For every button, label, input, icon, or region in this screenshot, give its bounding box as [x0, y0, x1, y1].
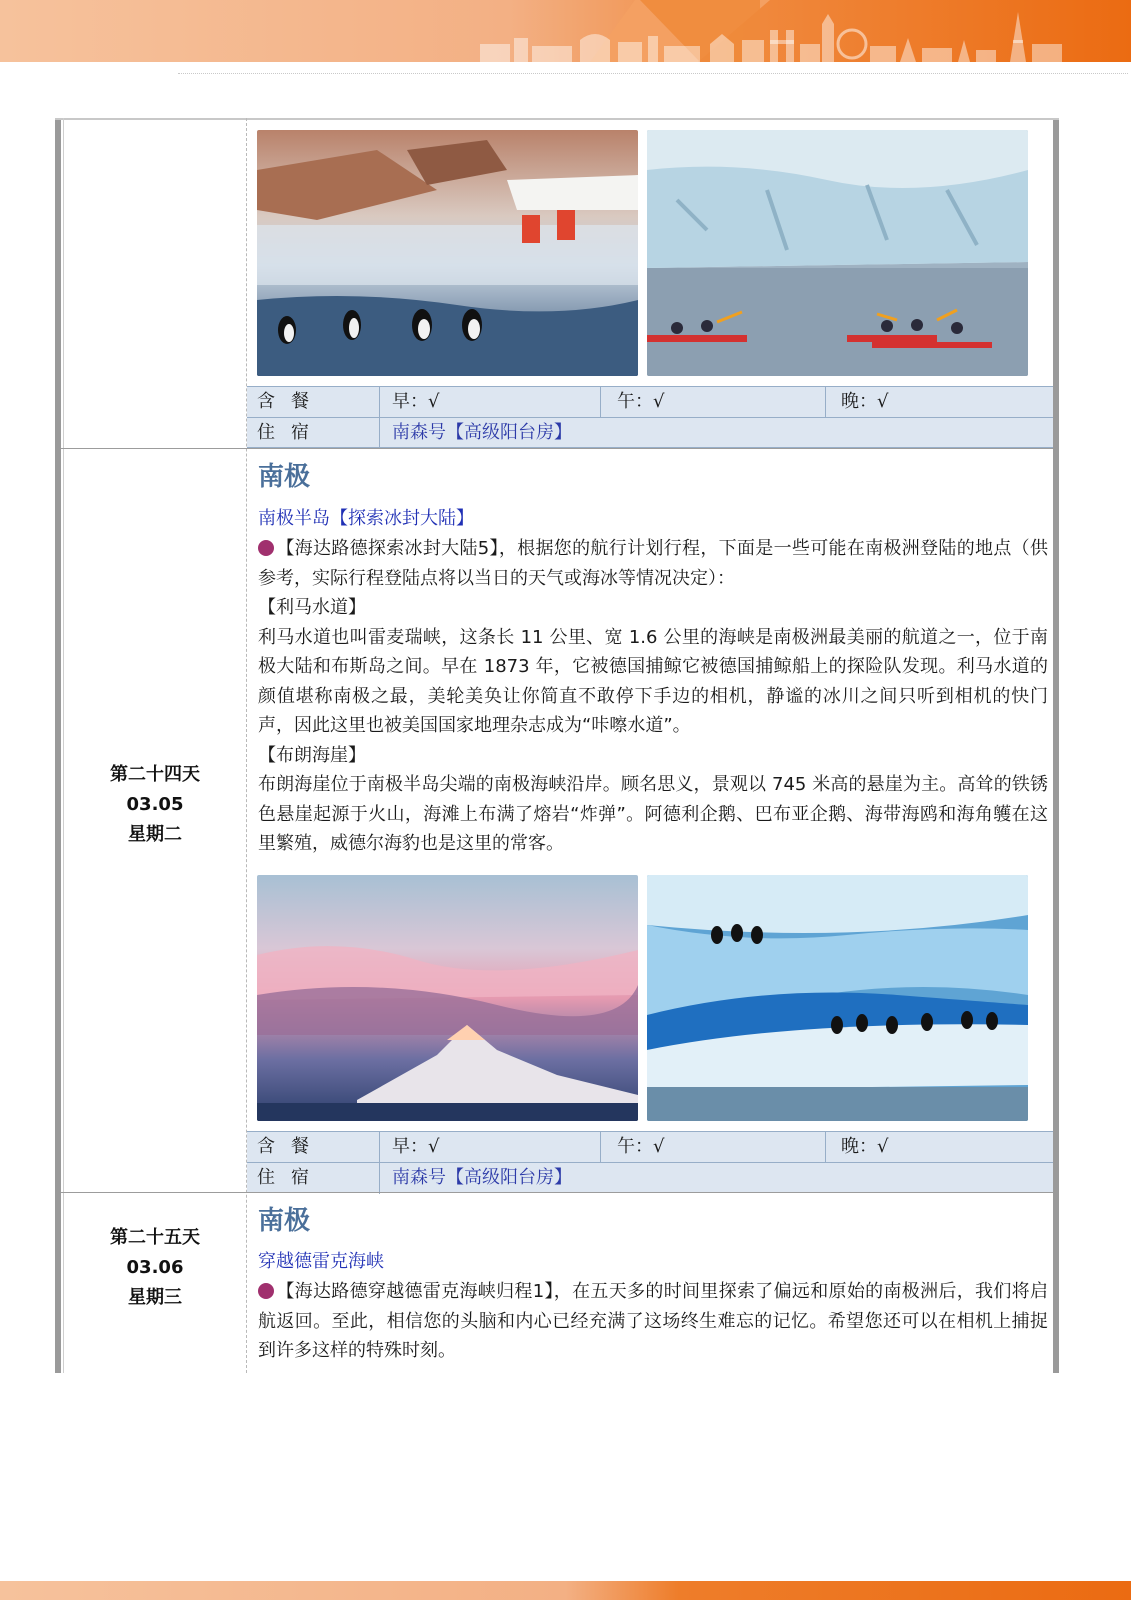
day-date: 03.06 [126, 1257, 184, 1278]
breakfast-value: 早：√ [392, 1136, 440, 1157]
photo-kayakers-glacier [647, 130, 1028, 376]
day-title: 南极 [258, 1206, 311, 1236]
header-divider [178, 73, 1128, 74]
section-text: 布朗海崖位于南极半岛尖端的南极海峡沿岸。顾名思义，景观以 745 米高的悬崖为主。高耸的铁锈色悬崖起源于火山，海滩上布满了熔岩“炸弹”。阿德利企鹅、巴布亚企鹅、海带海鸥和海角鹱在这里繁殖，威德尔海豹也是这里的常客。 [258, 774, 1048, 854]
bullet-icon [258, 540, 274, 556]
meal-table-2 [247, 1131, 1053, 1193]
lodging-value: 南森号【高级阳台房】 [392, 422, 572, 443]
footer-banner [0, 1581, 1131, 1600]
lunch-value: 午：√ [617, 1136, 665, 1157]
section-text: 利马水道也叫雷麦瑞峡，这条长 11 公里、宽 1.6 公里的海峡是南极洲最美丽的航道之一，位于南极大陆和布斯岛之间。早在 1873 年，它被德国捕鲸它被德国捕鲸船上的探险队发现。利马水道的颜值堪称南极之最，美轮美奂让你简直不敢停下手边的相机，静谧的冰川之间只听到相机的快门声，因此这里也被美国国家地理杂志成为“咔嚓水道”。 [258, 626, 1048, 736]
photo-sunset-peak [257, 875, 638, 1121]
day-24-info [64, 760, 246, 850]
dinner-value: 晚：√ [841, 391, 889, 412]
day-label: 第二十五天 [110, 1227, 200, 1248]
lodging-label: 住宿 [257, 1167, 325, 1188]
section-heading: 【利马水道】 [258, 597, 366, 618]
lunch-value: 午：√ [617, 391, 665, 412]
dinner-value: 晚：√ [841, 1136, 889, 1157]
meals-label: 含餐 [257, 1136, 325, 1157]
lodging-value: 南森号【高级阳台房】 [392, 1167, 572, 1188]
header-banner [0, 0, 1131, 62]
day-25-info [64, 1223, 246, 1313]
meal-table-1 [247, 386, 1053, 448]
day-label: 第二十四天 [110, 764, 200, 785]
day-intro: 【海达路德探索冰封大陆5】，根据您的航行计划行程，下面是一些可能在南极洲登陆的地点（供参考，实际行程登陆点将以当日的天气或海冰等情况决定）： [258, 538, 1048, 589]
meals-label: 含餐 [257, 391, 325, 412]
day-subtitle: 南极半岛【探索冰封大陆】 [258, 508, 474, 529]
day-intro: 【海达路德穿越德雷克海峡归程1】，在五天多的时间里探索了偏远和原始的南极洲后，我们将启航返回。至此，相信您的头脑和内心已经充满了这场终生难忘的记忆。希望您还可以在相机上捕捉到许多这样的特殊时刻。 [258, 1281, 1048, 1361]
photo-penguins-iceberg [647, 875, 1028, 1121]
bullet-icon [258, 1283, 274, 1299]
lodging-label: 住宿 [257, 422, 325, 443]
day-25-content [258, 1204, 1048, 1366]
photo-penguins-and-explorers [257, 130, 638, 376]
day-date: 03.05 [126, 794, 184, 815]
section-heading: 【布朗海崖】 [258, 744, 366, 766]
day-24-content [258, 460, 1048, 859]
day-subtitle: 穿越德雷克海峡 [258, 1251, 384, 1272]
city-skyline-decoration [470, 0, 1070, 62]
day-title: 南极 [258, 462, 311, 492]
breakfast-value: 早：√ [392, 391, 440, 412]
day-weekday: 星期二 [128, 824, 182, 845]
day-weekday: 星期三 [128, 1287, 182, 1308]
